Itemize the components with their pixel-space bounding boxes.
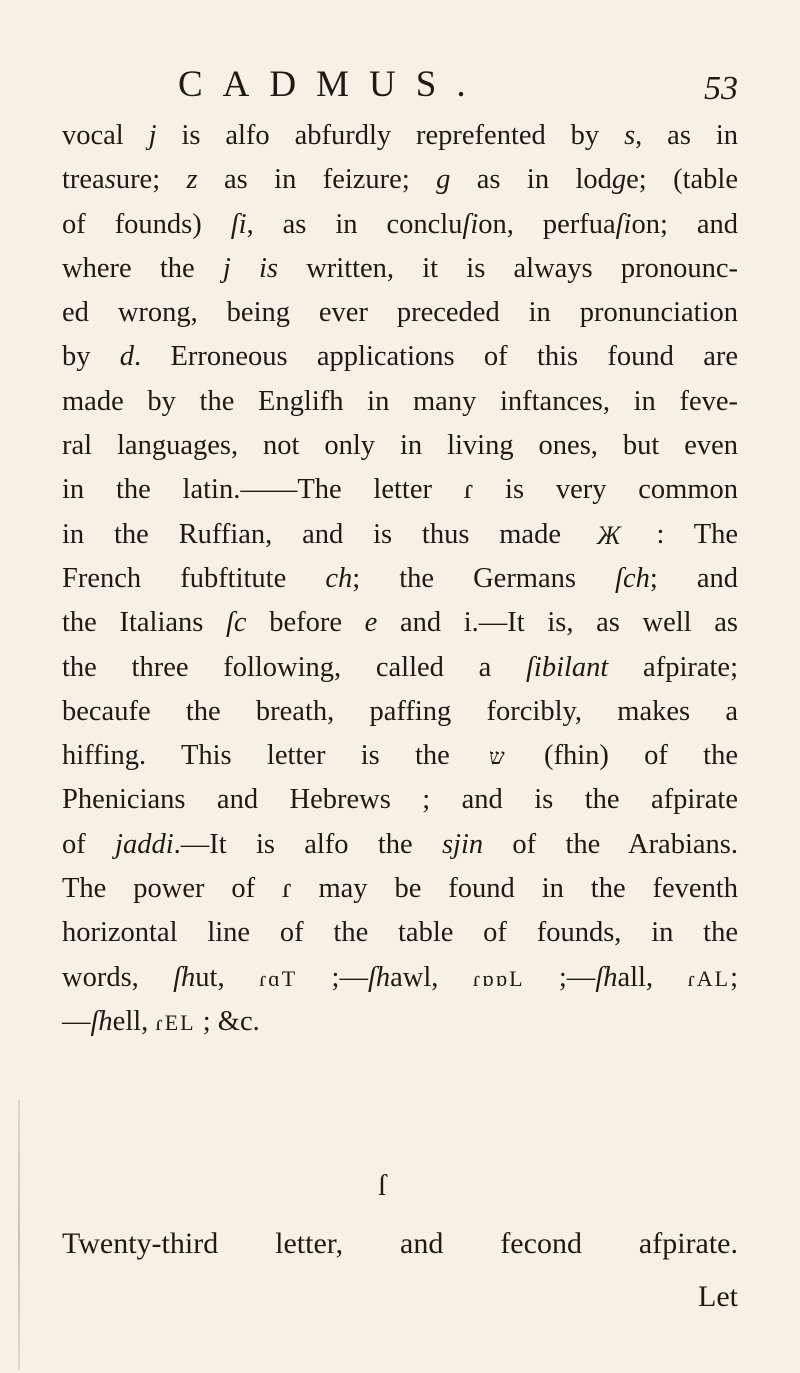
text-line <box>62 1000 738 1044</box>
text-line <box>62 291 738 335</box>
text-line <box>62 513 738 557</box>
text-run: ed wrong, being ever preceded in pronunciation <box>62 297 738 329</box>
text-line <box>62 601 738 645</box>
text-line <box>62 468 738 512</box>
italic-run: g <box>436 164 451 196</box>
italic-run: ſh <box>90 1005 113 1037</box>
text-run: e; (table <box>626 164 738 196</box>
text-run: in the latin.——The letter ɾ is very common <box>62 474 738 506</box>
text-run: ;— <box>297 961 368 993</box>
text-line <box>62 247 738 291</box>
phonetic-notation: ɾɒɒL <box>472 965 525 991</box>
text-run: French fubftitute <box>62 562 326 594</box>
text-line <box>62 911 738 955</box>
running-title: CADMUS. <box>178 64 486 105</box>
hebrew-shin-glyph: ש <box>489 744 505 770</box>
text-line <box>62 778 738 822</box>
text-run: the three following, called a <box>62 651 526 683</box>
text-run: , as in <box>635 120 738 151</box>
text-run: ; and <box>649 562 738 594</box>
text-run: trea <box>62 164 105 196</box>
text-run: by <box>62 341 120 373</box>
text-run: ; <box>730 961 738 993</box>
text-run: The power of ɾ may be found in the feventh <box>62 873 738 905</box>
italic-run: ſh <box>367 961 391 993</box>
text-line <box>62 114 738 158</box>
text-line <box>62 823 738 867</box>
text-line <box>62 867 738 911</box>
text-line <box>62 956 738 1000</box>
text-run: : The <box>626 518 738 550</box>
text-run: where the <box>62 252 223 284</box>
text-run: (fhin) of the <box>508 740 738 772</box>
italic-run: ſi <box>230 208 247 240</box>
text-line <box>62 734 738 778</box>
text-line <box>62 424 738 468</box>
italic-run: s <box>104 164 116 196</box>
phonetic-notation: ɾAL <box>687 965 731 991</box>
italic-run: e <box>364 607 378 639</box>
text-run: of the Arabians. <box>483 828 738 860</box>
italic-run: jaddi <box>115 828 174 860</box>
text-run: in the Ruffian, and is thus made <box>62 518 591 550</box>
catchword: Let <box>698 1280 738 1313</box>
text-run: ure; <box>115 164 187 196</box>
text-run: afpirate; <box>608 651 738 683</box>
italic-run: sjin <box>441 828 484 860</box>
text-run: of founds) <box>62 208 231 240</box>
text-run: ell, <box>112 1005 156 1037</box>
text-run: on; and <box>631 208 738 240</box>
italic-run: d <box>119 341 135 373</box>
italic-run: ſc <box>226 607 247 639</box>
italic-run: ſi <box>615 208 632 240</box>
phonetic-notation: ɾEL <box>155 1009 196 1035</box>
text-line <box>62 335 738 379</box>
text-run: ral languages, not only in living ones, but even <box>62 430 738 462</box>
text-run: becaufe the breath, paffing forcibly, makes a <box>62 695 738 727</box>
text-line <box>62 380 738 424</box>
text-run: ;— <box>524 961 596 993</box>
italic-run: ſch <box>615 562 650 594</box>
section-letter-glyph: ſ <box>378 1169 387 1202</box>
text-run: all, <box>617 961 688 993</box>
russian-letter-glyph: Ж <box>596 520 621 550</box>
text-run: on, perfua <box>478 208 616 240</box>
text-run: horizontal line of the table of founds, in the <box>62 917 738 949</box>
italic-run: ſh <box>595 961 618 993</box>
italic-run: j <box>148 120 157 151</box>
text-run: — <box>62 1005 91 1037</box>
italic-run: ſibilant <box>526 651 609 683</box>
page-edge-shadow <box>18 1100 20 1370</box>
italic-run: ſh <box>173 961 196 993</box>
text-run: as in lod <box>450 164 612 196</box>
text-run: written, it is always pronounc- <box>278 252 738 284</box>
text-run: .—It is alfo the <box>173 828 442 860</box>
text-run: is alfo abfurdly reprefented by <box>156 120 625 151</box>
body-text <box>62 114 738 1044</box>
text-run: and i.—It is, as well as <box>377 607 738 639</box>
text-run: the Italians <box>62 607 226 639</box>
text-run: awl, <box>390 961 473 993</box>
text-run: made by the Englifh in many inftances, in feve- <box>62 385 738 417</box>
section-heading: Twenty-third letter, and fecond afpirate. <box>62 1227 738 1260</box>
text-run: Phenicians and Hebrews ; and is the afpirate <box>62 784 738 816</box>
text-line <box>62 557 738 601</box>
page-number: 53 <box>704 70 738 107</box>
text-run: as in feizure; <box>197 164 437 196</box>
text-run: ut, <box>195 961 259 993</box>
text-run: of <box>62 828 116 860</box>
text-line <box>62 203 738 247</box>
text-line <box>62 158 738 202</box>
phonetic-notation: ɾɑT <box>258 965 298 991</box>
text-run: ; &c. <box>195 1005 260 1037</box>
text-run: , as in conclu <box>246 208 463 240</box>
italic-run: s <box>624 120 636 151</box>
italic-run: ſi <box>462 208 479 240</box>
text-run: hiffing. This letter is the <box>62 740 486 772</box>
text-run: vocal <box>62 120 149 151</box>
text-run: before <box>246 607 365 639</box>
text-run: words, <box>62 961 174 993</box>
italic-run: ch <box>325 562 353 594</box>
italic-run: g <box>611 164 627 196</box>
text-line <box>62 690 738 734</box>
italic-run: z <box>186 164 198 196</box>
italic-run: j is <box>222 252 278 284</box>
text-run: . Erroneous applications of this found are <box>134 341 738 373</box>
running-head <box>178 60 738 110</box>
text-line <box>62 646 738 690</box>
text-run: ; the Germans <box>352 562 616 594</box>
